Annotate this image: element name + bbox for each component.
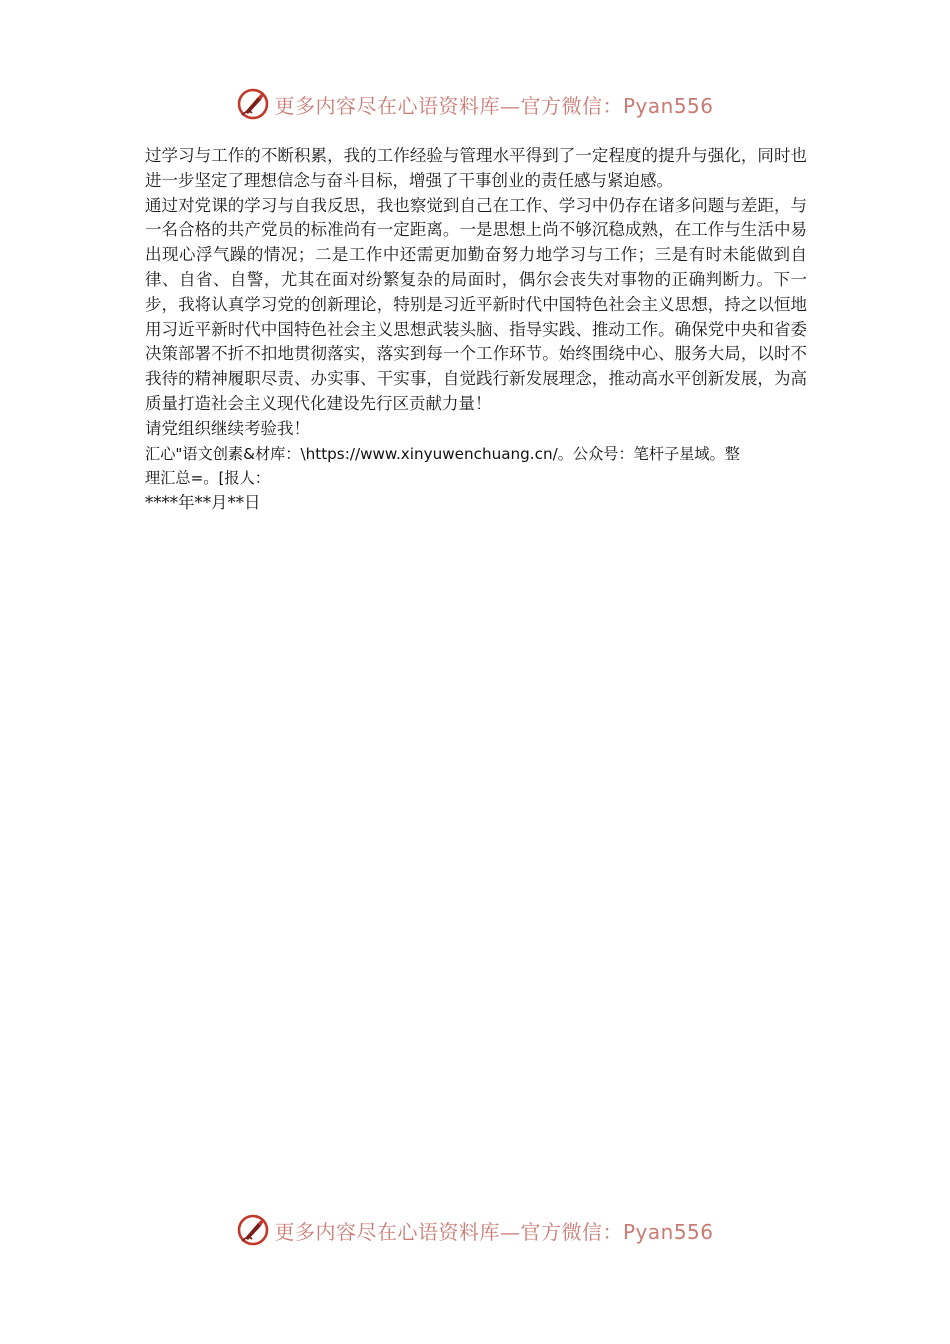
paragraph-2: 通过对党课的学习与自我反思，我也察觉到自己在工作、学习中仍存在诸多问题与差距，与一名合格的共产党员的标准尚有一定距离。一是思想上尚不够沉稳成熟，在工作与生活中易出现心浮气躁的情况；二是工作中还需更加勤奋努力地学习与工作；三是有时未能做到自律、自省、自警，尤其在面对纷繁复杂的局面时，偶尔会丧失对事物的正确判断力。下一步，我将认真学习党的创新理论，特别是习近平新时代中国特色社会主义思想，持之以恒地用习近平新时代中国特色社会主义思想武装头脑、指导实践、推动工作。确保党中央和省委决策部署不折不扣地贯彻落实，落实到每一个工作环节。始终围绕中心、服务大局，以时不我待的精神履职尽责、办实事、干实事，自觉践行新发展理念，推动高水平创新发展，为高质量打造社会主义现代化建设先行区贡献力量！: [145, 195, 807, 413]
source-note: [145, 442, 807, 492]
header-watermark-text: [274, 90, 713, 119]
footer-watermark: [0, 1208, 950, 1252]
date-line: ****年**月**日: [145, 493, 261, 513]
paragraph-1: 过学习与工作的不断积累，我的工作经验与管理水平得到了一定程度的提升与强化，同时也进一步坚定了理想信念与奋斗目标，增强了干事创业的责任感与紧迫感。: [145, 146, 807, 190]
pen-logo-icon: [236, 87, 270, 121]
document-body: [145, 144, 807, 516]
source-note-line-2: 理汇总=。[报人：: [145, 469, 270, 488]
footer-watermark-cn: 更多内容尽在心语资料库—官方微信：: [274, 1219, 623, 1244]
pen-logo-icon: [236, 1213, 270, 1247]
footer-watermark-wechat-id: Pyan556: [622, 1219, 714, 1244]
closing-line: 请党组织继续考验我！: [145, 418, 310, 438]
footer-watermark-text: [274, 1216, 713, 1245]
header-watermark: [0, 82, 950, 126]
source-note-line-1: 汇心"语文创素&材库：\https://www.xinyuwenchuang.cn/。公众号：笔杆子星域。整: [145, 444, 740, 463]
header-watermark-wechat-id: Pyan556: [622, 93, 714, 118]
header-watermark-cn: 更多内容尽在心语资料库—官方微信：: [274, 93, 623, 118]
